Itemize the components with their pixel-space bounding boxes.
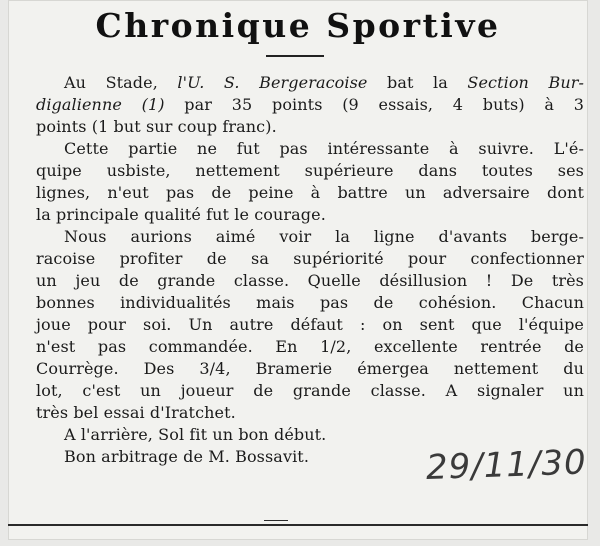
article-line [36, 424, 584, 446]
article-line [36, 94, 584, 116]
bottom-rule-mark [264, 520, 288, 521]
article-line [36, 226, 584, 248]
article-line [36, 358, 584, 380]
article-line [36, 292, 584, 314]
article-text: lot, c'est un joueur de grande classe. A signaler un [36, 381, 584, 400]
article-line [36, 270, 584, 292]
article-line [36, 72, 584, 94]
article-line [36, 248, 584, 270]
article-text: la principale qualité fut le courage. [36, 205, 326, 224]
article-body [36, 72, 584, 468]
article-text: très bel essai d'Iratchet. [36, 403, 236, 422]
article-text: Bon arbitrage de M. Bossavit. [64, 447, 310, 466]
article-line [36, 314, 584, 336]
article-text: digalienne (1) [36, 95, 165, 114]
article-text: l'U. S. Bergeracoise [177, 73, 368, 92]
article-text: un jeu de grande classe. Quelle désillusion ! De très [36, 271, 584, 290]
article-text: Au Stade, [64, 73, 178, 92]
article-line [36, 138, 584, 160]
article-title: Chronique Sportive [95, 6, 501, 45]
article-text: Nous aurions aimé voir la ligne d'avants berge- [64, 227, 584, 246]
newspaper-clipping [8, 0, 588, 540]
article-line [36, 336, 584, 358]
article-text: points (1 but sur coup franc). [36, 117, 277, 136]
bottom-rule [8, 524, 588, 526]
article-text: n'est pas commandée. En 1/2, excellente rentrée de [36, 337, 584, 356]
article-line [36, 182, 584, 204]
article-line [36, 402, 584, 424]
handwritten-date: 29/11/30 [425, 442, 588, 488]
article-line [36, 380, 584, 402]
article-text: bat la [367, 73, 468, 92]
article-text: Courrège. Des 3/4, Bramerie émergea nettement du [36, 359, 584, 378]
article-text: par 35 points (9 essais, 4 buts) à 3 [164, 95, 584, 114]
article-text: Section Bur- [467, 73, 584, 92]
article-text: Cette partie ne fut pas intéressante à suivre. L'é- [64, 139, 584, 158]
article-line [36, 160, 584, 182]
article-text: joue pour soi. Un autre défaut : on sent que l'équipe [36, 315, 584, 334]
article-text: A l'arrière, Sol fit un bon début. [64, 425, 327, 444]
article-text: bonnes individualités mais pas de cohésion. Chacun [36, 293, 584, 312]
title-rule [266, 55, 324, 57]
article-text: lignes, n'eut pas de peine à battre un adversaire dont [36, 183, 584, 202]
article-line [36, 116, 584, 138]
article-text: racoise profiter de sa supériorité pour confectionner [36, 249, 584, 268]
article-line [36, 204, 584, 226]
article-text: quipe usbiste, nettement supérieure dans toutes ses [36, 161, 584, 180]
